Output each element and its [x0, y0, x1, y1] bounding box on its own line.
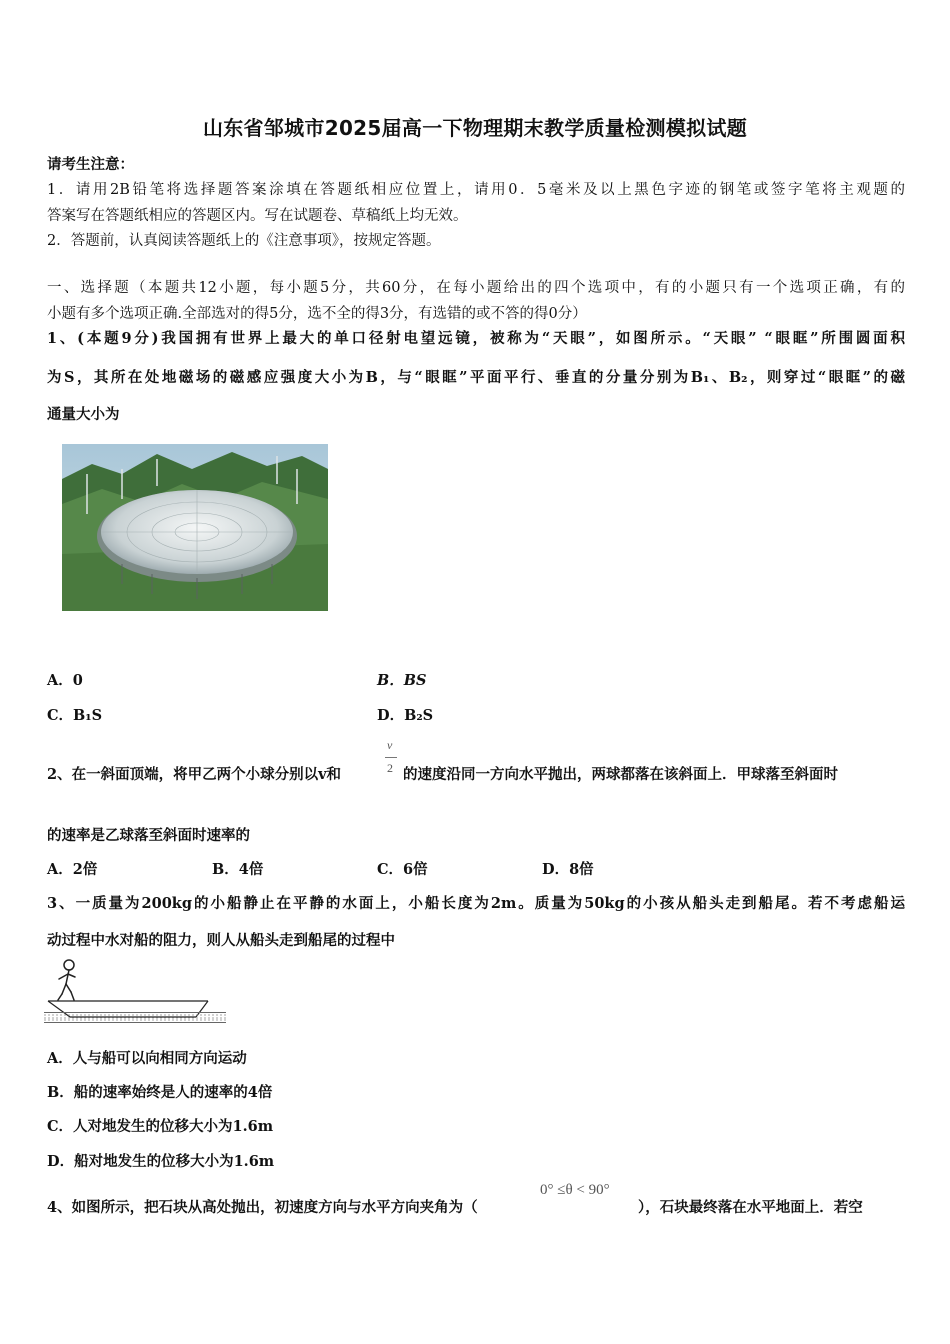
notice-heading: 请考生注意：: [47, 156, 134, 173]
q2-option-b[interactable]: B．4倍: [212, 861, 264, 878]
q1-line-3: 通量大小为: [47, 406, 120, 423]
q3-line-2: 动过程中水对船的阻力，则人从船头走到船尾的过程中: [47, 932, 395, 949]
q4-line-1-start: 4、如图所示，把石块从高处抛出，初速度方向与水平方向夹角为（: [47, 1199, 478, 1216]
notice-item-2: 2．答题前，认真阅读答题纸上的《注意事项》，按规定答题。: [47, 233, 441, 249]
q2-line-2: 的速率是乙球落至斜面时速率的: [47, 827, 250, 844]
q2-line-1-start: 2、在一斜面顶端，将甲乙两个小球分别以v和: [47, 766, 342, 783]
notice-item-1-line-2: 答案写在答题纸相应的答题区内。写在试题卷、草稿纸上均无效。: [47, 208, 468, 224]
q1-option-c[interactable]: C．B₁S: [47, 707, 103, 724]
q1-option-d[interactable]: D．B₂S: [377, 707, 434, 724]
q1-option-a[interactable]: A．0: [47, 672, 83, 689]
q3-option-d[interactable]: D．船对地发生的位移大小为1.6m: [47, 1153, 275, 1170]
q4-angle-range: 0° ≤θ < 90°: [540, 1182, 610, 1198]
q1-line-1: 1、(本题9分)我国拥有世界上最大的单口径射电望远镜，被称为“天眼”，如图所示。“天眼” “眼眶”所围圆面积: [47, 330, 905, 347]
section-instructions-line-1: 一、选择题（本题共12小题，每小题5分，共60分，在每小题给出的四个选项中，有的小题只有一个选项正确，有的: [47, 280, 905, 296]
q2-option-c[interactable]: C．6倍: [377, 861, 428, 878]
q2-fraction-numerator: v: [387, 738, 393, 752]
q4-line-1-end: ），石块最终落在水平地面上．若空: [638, 1199, 863, 1216]
q1-option-b[interactable]: B．BS: [377, 672, 427, 689]
section-instructions-line-2: 小题有多个选项正确.全部选对的得5分，选不全的得3分，有选错的或不答的得0分）: [47, 306, 587, 322]
q2-fraction-denominator: 2: [387, 761, 393, 775]
q2-option-d[interactable]: D．8倍: [542, 861, 594, 878]
q1-line-2: 为S，其所在处地磁场的磁感应强度大小为B，与“眼眶”平面平行、垂直的分量分别为B₁、B₂，则穿过“眼眶”的磁: [47, 369, 905, 386]
telescope-photo: [62, 444, 328, 611]
q3-option-b[interactable]: B．船的速率始终是人的速率的4倍: [47, 1084, 273, 1101]
q2-option-a[interactable]: A．2倍: [47, 861, 98, 878]
q3-option-c[interactable]: C．人对地发生的位移大小为1.6m: [47, 1118, 274, 1135]
notice-item-1-line-1: 1．请用2B铅笔将选择题答案涂填在答题纸相应位置上，请用0．5毫米及以上黑色字迹的钢笔或签字笔将主观题的: [47, 182, 905, 198]
page-title: 山东省邹城市2025届高一下物理期末教学质量检测模拟试题: [202, 116, 748, 140]
boat-diagram: [44, 956, 229, 1028]
q2-fraction-bar: [385, 757, 397, 758]
q3-line-1: 3、一质量为200kg的小船静止在平静的水面上，小船长度为2m。质量为50kg的小孩从船头走到船尾。若不考虑船运: [47, 895, 905, 912]
q2-line-1-end: 的速度沿同一方向水平抛出，两球都落在该斜面上．甲球落至斜面时: [403, 766, 838, 783]
q3-option-a[interactable]: A．人与船可以向相同方向运动: [47, 1050, 247, 1067]
